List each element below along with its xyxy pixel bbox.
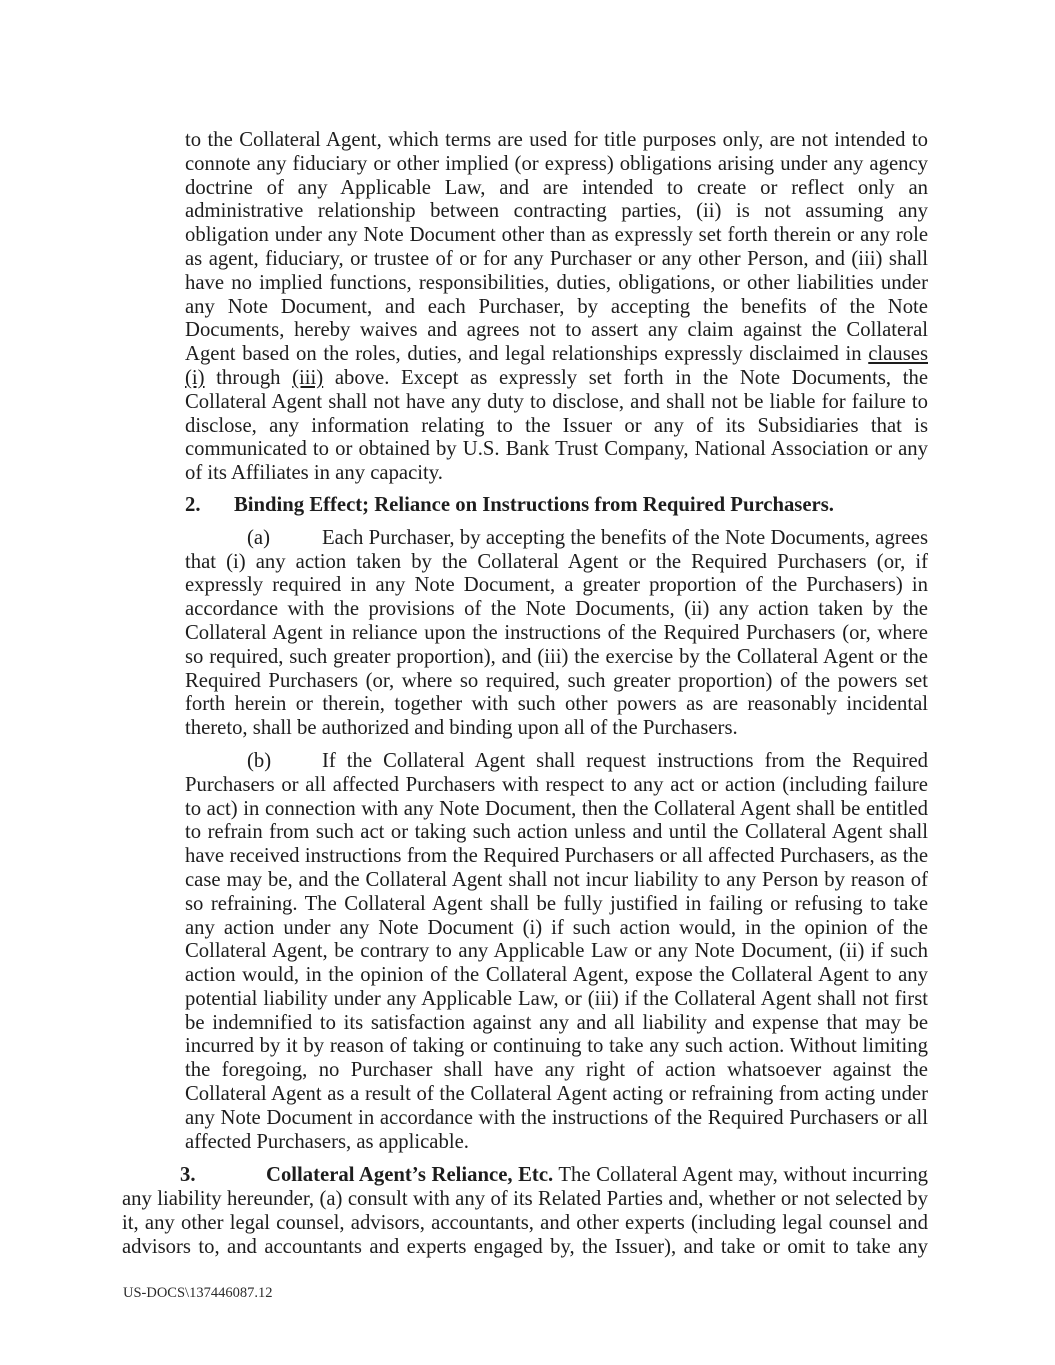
section-3-number: 3. [180, 1164, 196, 1187]
section-3-paragraph [122, 1164, 928, 1259]
paragraph-text-between: through [204, 366, 293, 389]
subparagraph-a-label: (a) [247, 526, 270, 549]
page-body [122, 129, 928, 1260]
section-3-title: Collateral Agent’s Reliance, Etc. [266, 1164, 554, 1187]
subparagraph-b [185, 750, 928, 1155]
underlined-clause-iii-reference: (iii) [292, 366, 324, 389]
paragraph-text-before: to the Collateral Agent, which terms are used for title purposes only, are not intended to connote any fiduciary or other implied (or express) obligations arising under any agency doctrine of any Applicable Law, and are intended to create or reflect only an administrative relationship between contracting parties, (ii) is not assuming any obligation under any Note Document other than as expressly set forth therein or any role as agent, fiduciary, or trustee of or for any Purchaser or any other Person, and (iii) shall have no implied functions, responsibilities, duties, obligations, or other liabilities under any Note Document, and each Purchaser, by accepting the benefits of the Note Documents, hereby waives and agrees not to assert any claim against the Collateral Agent based on the roles, duties, and legal relationships expressly disclaimed in [185, 129, 928, 366]
section-2-heading [185, 494, 928, 518]
section-2-title: Binding Effect; Reliance on Instructions from Required Purchasers. [234, 494, 834, 517]
subparagraph-b-text: If the Collateral Agent shall request instructions from the Required Purchasers or all affected Purchasers with respect to any act or action (including failure to act) in connection with any Note Document, then the Collateral Agent shall be entitled to refrain from such act or taking such action unless and until the Collateral Agent shall have received instructions from the Required Purchasers or all affected Purchasers, as the case may be, and the Collateral Agent shall not incur liability to any Person by reason of so refraining. The Collateral Agent shall be fully justified in failing or refusing to take any action under any Note Document (i) if such action would, in the opinion of the Collateral Agent, be contrary to any Applicable Law or any Note Document, (ii) if such action would, in the opinion of the Collateral Agent, expose the Collateral Agent to any potential liability under any Applicable Law, or (iii) if the Collateral Agent shall not first be indemnified to its satisfaction against any and all liability and expense that may be incurred by it by reason of taking or continuing to take any such action. Without limiting the foregoing, no Purchaser shall have any right of action whatsoever against the Collateral Agent as a result of the Collateral Agent acting or refraining from acting under any Note Document in accordance with the instructions of the Required Purchasers or all affected Purchasers, as applicable. [185, 749, 928, 1153]
section-3-text: The Collateral Agent may, without incurring any liability hereunder, (a) consult with any of its Related Parties and, whether or not selected by it, any other legal counsel, advisors, accountants, and other experts (including legal counsel and advisors to, and accountants and experts engaged by, the Issuer), and take or omit to take any [122, 1164, 929, 1258]
subparagraph-a-text: Each Purchaser, by accepting the benefits of the Note Documents, agrees that (i) any action taken by the Collateral Agent or the Required Purchasers (or, if expressly required in any Note Document, a greater proportion of the Purchasers) in accordance with the provisions of the Note Documents, (ii) any action taken by the Collateral Agent in reliance upon the instructions of the Required Purchasers (or, where so required, such greater proportion), and (iii) the exercise by the Collateral Agent or the Required Purchasers (or, where so required, such greater proportion) of the powers set forth herein or therein, together with such other powers as are reasonably incidental thereto, shall be authorized and binding upon all of the Purchasers. [185, 526, 928, 740]
subparagraph-a [185, 527, 928, 741]
paragraph-text-after: above. Except as expressly set forth in the Note Documents, the Collateral Agent shall not have any duty to disclose, and shall not be liable for failure to disclose, any information relating to the Issuer or any of its Subsidiaries that is communicated to or obtained by U.S. Bank Trust Company, National Association or any of its Affiliates in any capacity. [185, 366, 929, 485]
continuation-paragraph [185, 129, 928, 486]
subparagraph-b-label: (b) [247, 749, 272, 772]
document-id-footer: US-DOCS\137446087.12 [123, 1285, 273, 1301]
underlined-clause-i-reference: clauses (i) [185, 343, 928, 389]
section-2-number: 2. [185, 494, 201, 517]
